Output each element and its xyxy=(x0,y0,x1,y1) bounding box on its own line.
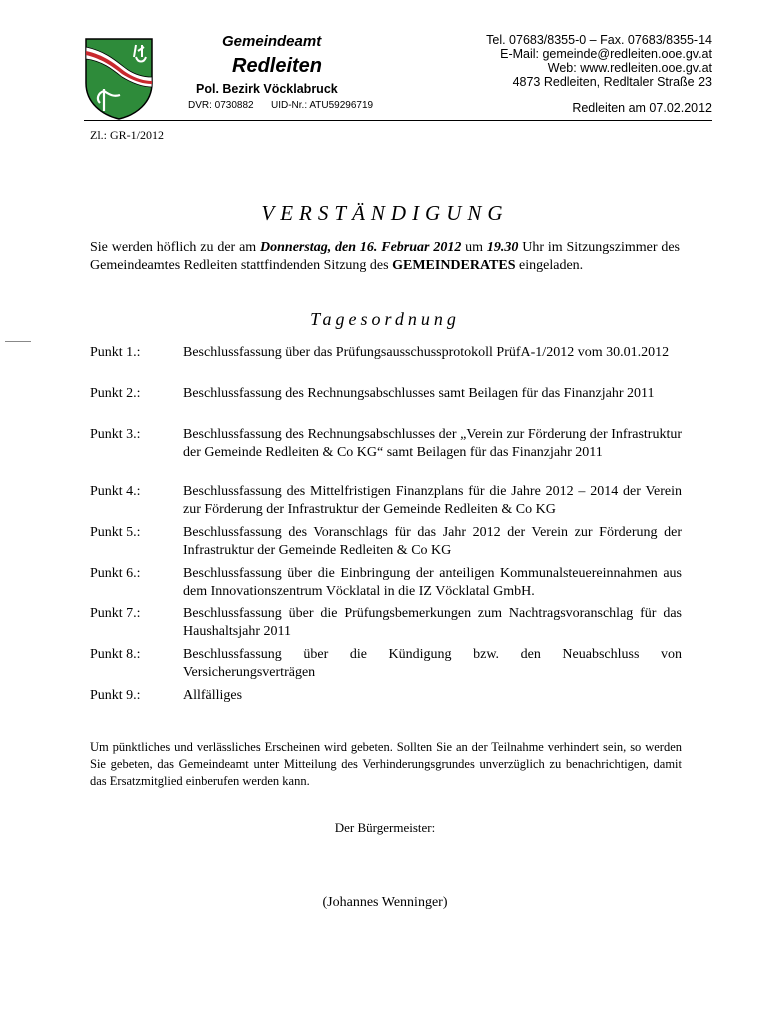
agenda-text: Beschlussfassung über die Prüfungsbemerkungen zum Nachtragsvoranschlag für das Haushaltsjahr 2011 xyxy=(183,606,682,639)
meeting-date: Donnerstag, den 16. Februar 2012 xyxy=(260,240,462,255)
dvr-number: DVR: 0730882 xyxy=(188,100,254,111)
municipality-name: Redleiten xyxy=(232,55,323,77)
agenda-label: Punkt 1.: xyxy=(90,345,141,360)
agenda-title: Tagesordnung xyxy=(310,309,460,329)
intro-text-3: Uhr im Sitzungszimmer des Gemeindeamtes Redleiten stattfindenden Sitzung des xyxy=(90,240,681,273)
document-title: VERSTÄNDIGUNG xyxy=(261,201,509,225)
signature-label: Der Bürgermeister: xyxy=(334,820,436,835)
agenda-text: Beschlussfassung des Rechnungsabschlusses samt Beilagen für das Finanzjahr 2011 xyxy=(183,386,655,401)
agenda-label: Punkt 3.: xyxy=(90,427,141,442)
contact-address: 4873 Redleiten, Redltaler Straße 23 xyxy=(512,75,712,89)
coat-of-arms-icon xyxy=(84,37,154,121)
closing-paragraph: Um pünktliches und verlässliches Erscheinen wird gebeten. Sollten Sie an der Teilnahme verhindert sein, so werden Sie gebeten, das Gemeindeamt unter Mitteilung des Verhinderungsgrundes unverzüglich zu benachrichtigen, damit das Ersatzmitglied einberufen werden kann. xyxy=(90,740,682,788)
agenda-text: Beschlussfassung des Voranschlags für das Jahr 2012 der Verein zur Förderung der Infrastruktur der Gemeinde Redleiten & Co KG xyxy=(183,525,682,558)
contact-phone: Tel. 07683/8355-0 – Fax. 07683/8355-14 xyxy=(486,33,712,47)
intro-paragraph xyxy=(90,239,680,275)
agenda-label: Punkt 5.: xyxy=(90,525,141,540)
district-name: Pol. Bezirk Vöcklabruck xyxy=(196,82,338,96)
agenda-label: Punkt 2.: xyxy=(90,386,141,401)
agenda-label: Punkt 7.: xyxy=(90,606,141,621)
contact-block xyxy=(486,33,712,89)
letter-date: Redleiten am 07.02.2012 xyxy=(572,101,712,115)
signature-name: (Johannes Wenninger) xyxy=(322,895,448,910)
agenda-label: Punkt 9.: xyxy=(90,688,141,703)
agenda-text: Allfälliges xyxy=(183,688,243,703)
uid-number: UID-Nr.: ATU59296719 xyxy=(271,100,374,111)
agenda-text: Beschlussfassung über die Kündigung bzw. den Neuabschluss von Versicherungsverträgen xyxy=(183,647,682,680)
office-name: Gemeindeamt xyxy=(222,33,322,50)
contact-web: Web: www.redleiten.ooe.gv.at xyxy=(547,61,712,75)
agenda-text: Beschlussfassung über die Einbringung der anteiligen Kommunalsteuereinnahmen aus dem Innovationszentrum Vöcklatal in die IZ Vöcklatal GmbH. xyxy=(183,566,682,599)
intro-text-1: Sie werden höflich zu der am xyxy=(90,240,261,255)
intro-text-2: um xyxy=(461,240,487,255)
agenda-label: Punkt 4.: xyxy=(90,484,141,499)
reference-number: Zl.: GR-1/2012 xyxy=(90,128,164,142)
contact-email: E-Mail: gemeinde@redleiten.ooe.gv.at xyxy=(500,47,712,61)
header-divider xyxy=(84,120,712,121)
margin-mark xyxy=(5,341,31,342)
agenda-label: Punkt 6.: xyxy=(90,566,141,581)
council-name: GEMEINDERATES xyxy=(392,258,516,273)
agenda-text: Beschlussfassung des Rechnungsabschlusses der „Verein zur Förderung der Infrastruktur der Gemeinde Redleiten & Co KG“ samt Beilagen für das Finanzjahr 2011 xyxy=(183,427,682,460)
meeting-time: 19.30 xyxy=(486,240,519,255)
agenda-label: Punkt 8.: xyxy=(90,647,141,662)
agenda-text: Beschlussfassung des Mittelfristigen Finanzplans für die Jahre 2012 – 2014 der Verein zur Förderung der Infrastruktur der Gemeinde Redleiten & Co KG xyxy=(183,484,682,517)
intro-text-4: eingeladen. xyxy=(515,258,584,273)
agenda-text: Beschlussfassung über das Prüfungsausschussprotokoll PrüfA-1/2012 vom 30.01.2012 xyxy=(183,345,670,360)
